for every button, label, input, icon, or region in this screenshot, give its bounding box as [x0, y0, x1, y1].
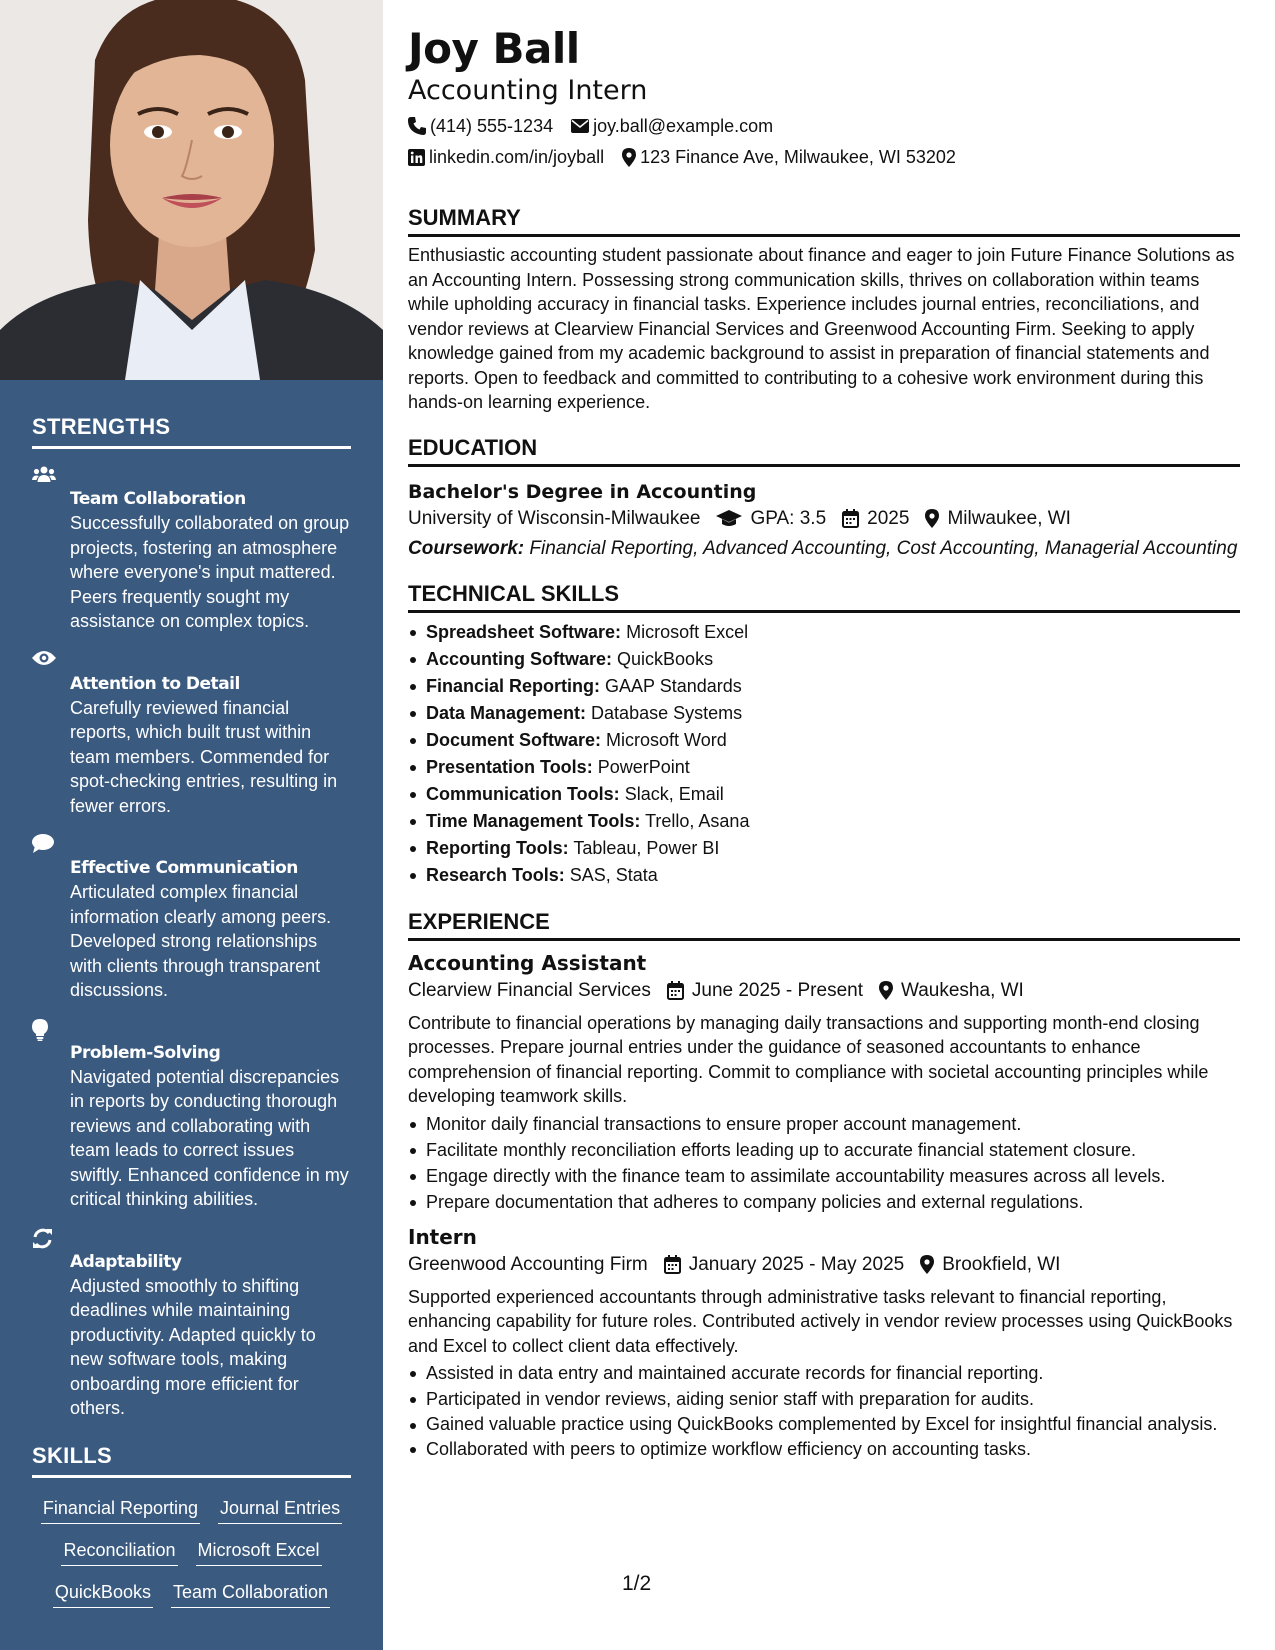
profile-photo — [0, 0, 383, 380]
job-meta — [408, 977, 1240, 1005]
strengths-title: STRENGTHS — [32, 414, 351, 449]
address: 123 Finance Ave, Milwaukee, WI 53202 — [622, 145, 956, 169]
strength-desc: Navigated potential discrepancies in reports by conducting thorough reviews and collaborating with team leads to correct issues swiftly. Enhanced confidence in my critical thinking abilities. — [70, 1066, 349, 1209]
comment-icon — [32, 834, 54, 853]
email[interactable]: joy.ball@example.com — [571, 114, 773, 138]
list-item: Collaborated with peers to optimize workflow efficiency on accounting tasks. — [408, 1436, 1240, 1462]
job-location: Waukesha, WI — [879, 977, 1024, 1005]
skill-tag: Team Collaboration — [171, 1580, 330, 1608]
candidate-name: Joy Ball — [408, 24, 580, 73]
list-item: Presentation Tools: PowerPoint — [408, 754, 1240, 781]
technical-skills-title: TECHNICAL SKILLS — [408, 581, 1240, 613]
list-item: Accounting Software: QuickBooks — [408, 646, 1240, 673]
summary-title: SUMMARY — [408, 205, 1240, 237]
map-marker-icon — [920, 1255, 934, 1274]
job-meta — [408, 1251, 1240, 1279]
list-item: Prepare documentation that adheres to company policies and external regulations. — [408, 1189, 1240, 1215]
degree: Bachelor's Degree in Accounting — [408, 480, 757, 503]
strength-name: Effective Communication — [70, 858, 298, 878]
list-item: Time Management Tools: Trello, Asana — [408, 808, 1240, 835]
coursework: Coursework: Financial Reporting, Advanced Accounting, Cost Accounting, Managerial Accounting — [408, 537, 1238, 559]
contact-row — [408, 114, 1240, 138]
job-dates: January 2025 - May 2025 — [664, 1251, 904, 1279]
phone-icon — [408, 117, 426, 135]
job-summary: Supported experienced accountants through administrative tasks relevant to financial reporting, enhancing capability for future roles. Contributed actively in vendor review processes using QuickBooks and Excel to collect client data effectively. — [408, 1286, 1233, 1356]
page-number: 1/2 — [622, 1572, 652, 1595]
technical-skills-list — [408, 619, 1240, 889]
strength-item — [32, 648, 351, 819]
linkedin-icon — [408, 149, 425, 166]
strength-name: Problem-Solving — [70, 1042, 221, 1063]
school: University of Wisconsin-Milwaukee — [408, 507, 701, 529]
education-title: EDUCATION — [408, 435, 1240, 467]
company: Clearview Financial Services — [408, 979, 651, 1001]
job-title: Intern — [408, 1224, 477, 1249]
strength-desc: Articulated complex financial information clearly among peers. Developed strong relationships with clients through transparent discussions. — [70, 882, 332, 1000]
list-item: Spreadsheet Software: Microsoft Excel — [408, 619, 1240, 646]
list-item: Facilitate monthly reconciliation efforts leading up to accurate financial statement closure. — [408, 1137, 1240, 1163]
contact-row — [408, 145, 1240, 169]
users-icon — [32, 465, 56, 483]
linkedin[interactable]: linkedin.com/in/joyball — [408, 145, 604, 169]
summary-text: Enthusiastic accounting student passionate about finance and eager to join Future Finance Solutions as an Accounting Intern. Possessing strong communication skills, thrives on collaboration within teams while upholding accuracy in financial tasks. Experience includes journal entries, reconciliations, and vendor reviews at Clearview Financial Services and Greenwood Accounting Firm. Seeking to apply knowledge gained from my academic background to assist in preparation of financial statements and reports. Open to feedback and committed to contributing to a cohesive work environment during this hands-on learning experience. — [408, 245, 1235, 412]
job-dates: June 2025 - Present — [667, 977, 863, 1005]
skill-tag: Microsoft Excel — [196, 1538, 322, 1566]
education-location: Milwaukee, WI — [925, 505, 1071, 533]
strength-desc: Successfully collaborated on group projects, fostering an atmosphere where everyone's input mattered. Peers frequently sought my assistance on complex topics. — [70, 513, 350, 631]
strength-desc: Adjusted smoothly to shifting deadlines while maintaining productivity. Adapted quickly to new software tools, making onboarding more efficient for others. — [70, 1275, 316, 1418]
strength-item — [32, 832, 351, 1003]
sync-icon — [32, 1228, 53, 1249]
candidate-role: Accounting Intern — [408, 75, 648, 106]
eye-icon — [32, 650, 56, 666]
list-item: Financial Reporting: GAAP Standards — [408, 673, 1240, 700]
list-item: Document Software: Microsoft Word — [408, 727, 1240, 754]
skills-list — [32, 1496, 351, 1608]
strength-name: Attention to Detail — [70, 673, 240, 694]
experience-title: EXPERIENCE — [408, 909, 1240, 941]
job-bullets — [408, 1111, 1240, 1215]
map-marker-icon — [879, 981, 893, 1000]
strength-item — [32, 1017, 351, 1212]
skill-tag: QuickBooks — [53, 1580, 153, 1608]
job-bullets — [408, 1360, 1240, 1462]
list-item: Data Management: Database Systems — [408, 700, 1240, 727]
list-item: Reporting Tools: Tableau, Power BI — [408, 835, 1240, 862]
list-item: Monitor daily financial transactions to ensure proper account management. — [408, 1111, 1240, 1137]
list-item: Engage directly with the finance team to assimilate accountability measures across all levels. — [408, 1163, 1240, 1189]
map-marker-icon — [925, 509, 939, 528]
strength-name: Team Collaboration — [70, 489, 246, 509]
sidebar — [0, 0, 383, 1650]
phone: (414) 555-1234 — [408, 114, 553, 138]
list-item: Gained valuable practice using QuickBooks complemented by Excel for insightful financial analysis. — [408, 1412, 1240, 1436]
envelope-icon — [571, 119, 589, 133]
strength-name: Adaptability — [70, 1251, 182, 1272]
education-meta — [408, 505, 1240, 533]
job-location: Brookfield, WI — [920, 1251, 1060, 1279]
year: 2025 — [842, 505, 909, 533]
job-title: Accounting Assistant — [408, 950, 647, 975]
skill-tag: Journal Entries — [218, 1496, 342, 1524]
strength-item — [32, 463, 351, 634]
list-item: Communication Tools: Slack, Email — [408, 781, 1240, 808]
graduation-cap-icon — [716, 510, 742, 528]
calendar-icon — [842, 509, 859, 528]
skills-title: SKILLS — [32, 1443, 351, 1478]
strength-item — [32, 1226, 351, 1421]
main-content — [408, 0, 1240, 1462]
list-item: Assisted in data entry and maintained accurate records for financial reporting. — [408, 1360, 1240, 1386]
calendar-icon — [664, 1255, 681, 1274]
list-item: Participated in vendor reviews, aiding senior staff with preparation for audits. — [408, 1386, 1240, 1412]
skill-tag: Reconciliation — [61, 1538, 177, 1566]
company: Greenwood Accounting Firm — [408, 1253, 648, 1275]
job-summary: Contribute to financial operations by managing daily transactions and supporting month-end closing processes. Prepare journal entries under the guidance of seasoned accountants to enhance comprehension of financial reporting. Commit to compliance with societal accounting principles while developing teamwork skills. — [408, 1012, 1209, 1106]
calendar-icon — [667, 981, 684, 1000]
list-item: Research Tools: SAS, Stata — [408, 862, 1240, 889]
lightbulb-icon — [32, 1019, 48, 1041]
map-marker-icon — [622, 148, 636, 167]
gpa: GPA: 3.5 — [716, 505, 826, 533]
strength-desc: Carefully reviewed financial reports, which built trust within team members. Commended for spot-checking entries, resulting in fewer errors. — [70, 697, 338, 816]
skill-tag: Financial Reporting — [41, 1496, 200, 1524]
